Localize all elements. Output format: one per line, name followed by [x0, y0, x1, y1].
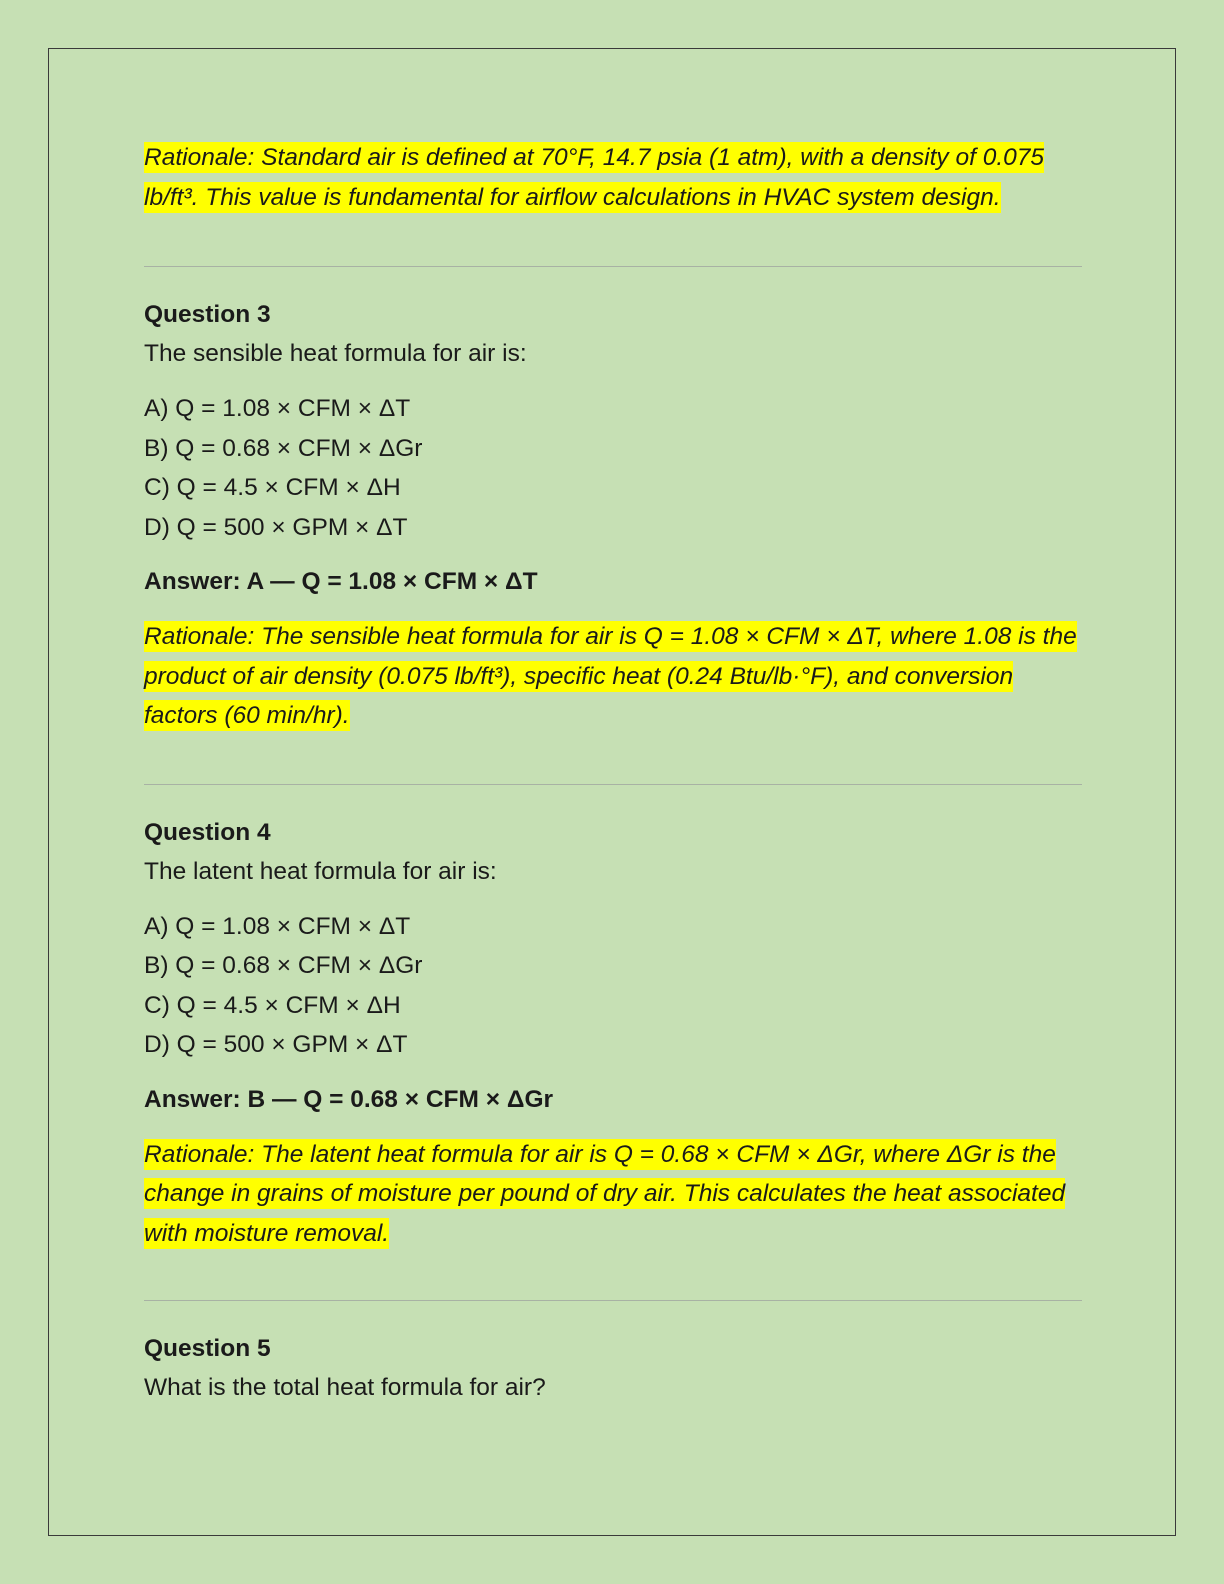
option-list — [144, 907, 1082, 1065]
question-4 — [144, 813, 1082, 1254]
question-3 — [144, 295, 1082, 736]
question-text: The sensible heat formula for air is: — [144, 340, 527, 367]
document-body — [144, 138, 1082, 1407]
question-title: Question 4 — [144, 818, 271, 846]
rationale-previous — [144, 138, 1082, 217]
section-divider — [144, 266, 1082, 267]
highlight: Rationale: The sensible heat formula for air is Q = 1.08 × CFM × ΔT, where 1.08 is the product of air density (0.075 lb/ft³), specific heat (0.24 Btu/lb·°F), and conversion factors (60 min/hr). — [144, 623, 1077, 729]
option-c: C) Q = 4.5 × CFM × ΔH — [144, 991, 401, 1019]
question-text: The latent heat formula for air is: — [144, 857, 497, 885]
option-a: A) Q = 1.08 × CFM × ΔT — [144, 912, 411, 940]
question-5 — [144, 1329, 1082, 1407]
rationale — [144, 617, 1082, 736]
question-title: Question 3 — [144, 301, 271, 328]
option-d: D) Q = 500 × GPM × ΔT — [144, 1031, 408, 1058]
option-b: B) Q = 0.68 × CFM × ΔGr — [144, 434, 423, 462]
option-c: C) Q = 4.5 × CFM × ΔH — [144, 474, 401, 501]
section-divider — [144, 784, 1082, 785]
option-a: A) Q = 1.08 × CFM × ΔT — [144, 395, 411, 422]
rationale — [144, 1135, 1082, 1254]
highlight: Rationale: Standard air is defined at 70°F, 14.7 psia (1 atm), with a density of 0.075 lb/ft³. This value is fundamental for airflow calculations in HVAC system design. — [144, 144, 1045, 211]
question-text: What is the total heat formula for air? — [144, 1374, 546, 1401]
option-b: B) Q = 0.68 × CFM × ΔGr — [144, 952, 423, 979]
highlight: Rationale: The latent heat formula for air is Q = 0.68 × CFM × ΔGr, where ΔGr is the change in grains of moisture per pound of dry air. This calculates the heat associated with moisture removal. — [144, 1140, 1066, 1247]
question-title: Question 5 — [144, 1335, 271, 1362]
section-divider — [144, 1300, 1082, 1301]
answer-line: Answer: A — Q = 1.08 × CFM × ΔT — [144, 568, 538, 595]
option-d: D) Q = 500 × GPM × ΔT — [144, 513, 408, 541]
answer-line: Answer: B — Q = 0.68 × CFM × ΔGr — [144, 1085, 554, 1113]
option-list — [144, 389, 1082, 547]
